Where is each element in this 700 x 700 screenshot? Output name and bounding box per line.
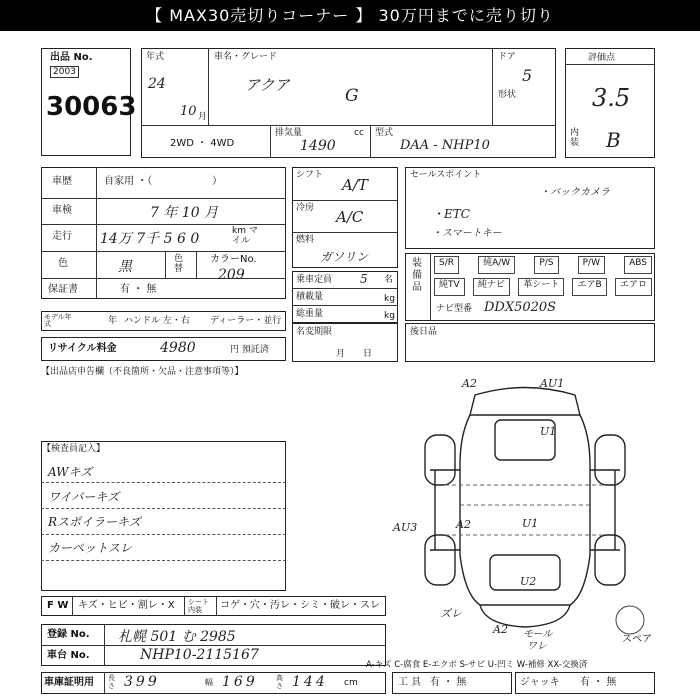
width-value: 169 [222,674,258,690]
drive-label: 2WD ・ 4WD [170,138,235,149]
model-label: 型式 [375,128,394,138]
seat-conditions: コゲ・穴・汚レ・シミ・破レ・スレ [220,600,380,611]
door-value: 5 [522,66,533,85]
inspector-note-2: ワイパーキズ [48,490,120,504]
lot-label: 出品 No. [50,52,93,63]
inspection-value: 7 年 10 月 [150,205,219,221]
displacement-value: 1490 [300,138,336,154]
fw-label: F W [47,600,69,611]
diagram-mark-5: U1 [522,517,539,530]
score-label: 評価点 [588,53,616,63]
displacement-unit: cc [354,128,364,138]
inspector-note-3: Rスポイラーキズ [48,515,141,529]
color-change-label: 色替 [174,254,184,274]
diagram-mark-2: AU1 [540,377,565,390]
diagram-mark-6: AU3 [393,521,418,534]
certificate-label: 車庫証明用 [44,677,94,688]
warranty-value: 有 ・ 無 [120,284,157,295]
inspector-note-1: AWキズ [48,465,93,479]
aircon-label: 冷房 [296,203,315,213]
tools-value: 有 ・ 無 [430,677,467,688]
diagram-mark-4: A2 [456,518,471,531]
chassis-label: 車台 No. [47,650,90,661]
notes-label: 【出品店申告欄（不良箇所・欠品・注意事項等）】 [41,367,244,377]
equip-pw: P/W [578,256,605,274]
diagram-mark-7: U2 [520,575,537,588]
car-body-diagram [400,375,650,635]
length-value: 399 [124,674,160,690]
damage-legend: A-キズ C-腐食 E-エクボ S-サビ U-凹ミ W-補修 XX-交換済 [366,660,588,670]
seat-label: シート内装 [188,598,209,614]
warranty-label: 保証書 [48,284,78,295]
equip-abs: ABS [624,256,652,274]
car-name: アクア [245,76,290,94]
lot-number: 30063 [46,92,137,122]
height-label: 高さ [276,674,283,690]
shape-label: 形状 [498,90,517,100]
model-year-label: モデル年式 [44,313,72,328]
sales-point-1: ・バックカメラ [540,187,610,198]
shift-label: シフト [296,170,324,180]
diagram-mark-1: A2 [462,377,477,390]
weight-label: 総重量 [296,309,324,319]
load-label: 積載量 [296,292,324,302]
color-code: 209 [218,267,245,283]
equipment-label: 装備品 [412,258,422,293]
equip-leather: 革シート [518,278,564,296]
interior-value: B [606,128,621,152]
diagram-mark-9: A2 [493,623,508,636]
interior-label: 内装 [570,128,580,148]
equip-aero: エアロ [615,278,652,296]
month-value: 10 [180,104,197,119]
color-label: 色 [58,258,68,269]
model-value: DAA - NHP10 [400,138,490,153]
history-value: 自家用 ・（ ） [104,176,223,187]
handle-options: ハンドル 左・右 [124,316,190,326]
capacity-value: 5 [360,272,368,286]
length-label: 長さ [108,674,115,690]
fuel-label: 燃料 [296,235,315,245]
diagram-mark-8: ズレ [440,607,462,620]
color-code-label: カラーNo. [210,254,257,265]
equip-ps: P/S [534,256,558,274]
inspector-note-4: カーペットスレ [48,541,132,555]
name-change-unit: 月 日 [336,349,373,359]
model-year-suffix: 年 [108,316,118,326]
mileage-value: 14万 7千 5 6 0 [100,231,200,247]
navi-label: ナビ型番 [436,304,473,314]
name-change-label: 名変期限 [296,327,333,337]
door-label: ドア [498,52,516,62]
inspection-label: 車検 [52,205,72,216]
equipment-row-1 [434,256,652,274]
recycle-value: 4980 [160,340,196,356]
recycle-unit: 円 預託済 [230,345,269,355]
score-value: 3.5 [592,84,631,112]
color-value: 黒 [118,259,132,275]
sales-point-2: ・ETC [432,207,470,221]
car-name-label: 車名・グレード [214,52,278,62]
recycle-label: リサイクル料金 [48,343,117,354]
registration-label: 登録 No. [47,629,90,640]
month-unit: 月 [198,112,208,122]
later-input-box [405,323,655,362]
year-value: 24 [148,76,166,92]
tools-label: 工 具 [398,677,422,688]
equip-tv: 純TV [434,278,465,296]
load-unit: kg [384,294,395,304]
jack-value: 有 ・ 無 [580,677,617,688]
diagram-mark-11: ワレ [527,641,547,652]
width-label: 幅 [205,678,213,687]
chassis-value: NHP10-2115167 [140,647,259,663]
spare-label: スペア [622,634,652,645]
equip-aw: 純A/W [478,256,515,274]
registration-value: 札幌 501 む 2985 [118,629,236,645]
jack-label: ジャッキ [520,677,560,688]
diagram-mark-3: U1 [540,425,557,438]
lot-year-tag: 2003 [50,66,79,78]
year-label: 年式 [146,52,165,62]
later-input-label: 後日品 [410,327,438,337]
fuel-value: ガソリン [320,250,369,264]
equipment-row-2 [434,278,652,296]
inspector-label: 【検査員記入】 [42,444,106,454]
car-grade: G [345,86,359,106]
aircon-value: A/C [336,208,364,226]
equip-navi: 純ナビ [473,278,510,296]
capacity-unit: 名 [384,275,394,285]
page-header: 【 MAX30売切りコーナー 】 30万円までに売り切り [0,0,700,31]
shift-value: A/T [342,176,368,194]
height-value: 144 [292,674,328,690]
navi-value: DDX5020S [484,300,557,315]
sales-point-3: ・スマートキー [432,228,502,239]
history-label: 車歴 [52,176,72,187]
displacement-label: 排気量 [275,128,303,138]
fw-conditions: キズ・ヒビ・割レ・X [78,600,175,611]
dealer-options: ディーラー・並行 [210,316,282,326]
sales-points-label: セールスポイント [410,170,482,180]
mileage-unit: km マイル [232,226,258,246]
mileage-label: 走行 [52,231,72,242]
weight-unit: kg [384,311,395,321]
diagram-mark-10: モール [523,629,553,640]
cm-unit: cm [344,678,358,688]
equip-airbag: エアB [572,278,606,296]
equip-sr: S/R [434,256,459,274]
capacity-label: 乗車定員 [296,275,333,285]
